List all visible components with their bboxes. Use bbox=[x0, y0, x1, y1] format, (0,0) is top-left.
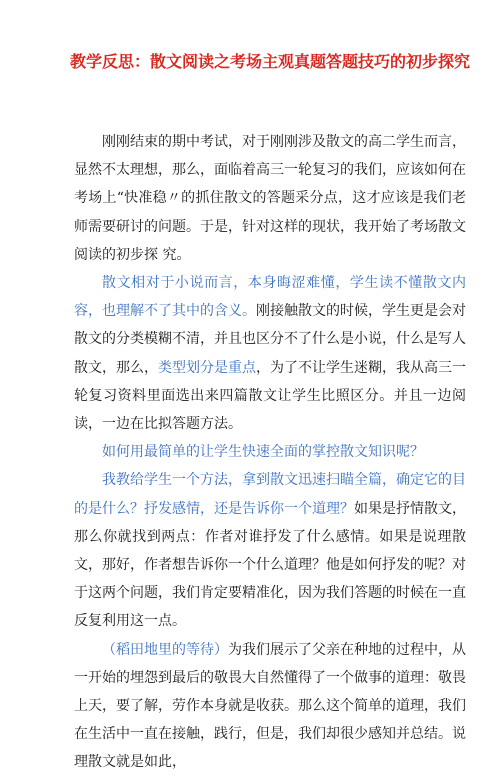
highlight-text: （稻田地里的等待） bbox=[102, 641, 228, 658]
paragraph-4 bbox=[74, 466, 466, 635]
highlight-text: 散文相对于小说而言，本身晦涩难懂，学生读不懂散文内容，也理解不了其中的含义。 bbox=[74, 275, 466, 320]
paragraph-3: 如何用最简单的让学生快速全面的掌控散文知识呢？ bbox=[102, 444, 424, 461]
paragraph-2 bbox=[74, 269, 466, 438]
body-text: 为我们展示了父亲在种地的过程中，从一开始的埋怨到最后的敬畏大自然懂得了一个做事的道理：敬畏上天，要了解，劳作本身就是收获。那么这个简单的道理，我们在生活中一直在接触，践行，但是，我们却很少感知并总结。说理散文就是如此， bbox=[74, 641, 466, 771]
highlight-text: 类型划分是重点 bbox=[158, 359, 256, 376]
body-text: 刚接触散文的时候，学生更是会对散文的分类模糊不清，并且也区分不了什么是小说，什么是写人散文，那么， bbox=[74, 303, 466, 376]
highlight-text: 我教给学生一个方法，拿到散文迅速扫瞄全篇，确定它的目的是什么？抒发感情，还是告诉你一个道理？ bbox=[74, 472, 466, 517]
document-body bbox=[74, 128, 466, 777]
page-title: 教学反思：散文阅读之考场主观真题答题技巧的初步探究 bbox=[70, 52, 471, 71]
body-text: ，为了不让学生迷糊，我从高三一轮复习资料里面选出来四篇散文让学生比照区分。并且一边阅读，一边在比拟答题方法。 bbox=[74, 359, 466, 433]
paragraph-5 bbox=[74, 636, 466, 777]
body-text: 如果是抒情散文，那么你就找到两点：作者对谁抒发了什么感情。如果是说理散文，那好，作者想告诉你一个什么道理？他是如何抒发的呢？对于这两个问题，我们肯定要精准化，因为我们答题的时候在一直反复利用这一点。 bbox=[74, 500, 466, 630]
paragraph-1: 刚刚结束的期中考试，对于刚刚涉及散文的高二学生而言，显然不太理想，那么，面临着高三一轮复习的我们，应该如何在考场上“快准稳〃的抓住散文的答题采分点，这才应该是我们老师需要研讨的问题。于是，针对这样的现状，我开始了考场散文阅读的初步探 究。 bbox=[74, 134, 466, 263]
